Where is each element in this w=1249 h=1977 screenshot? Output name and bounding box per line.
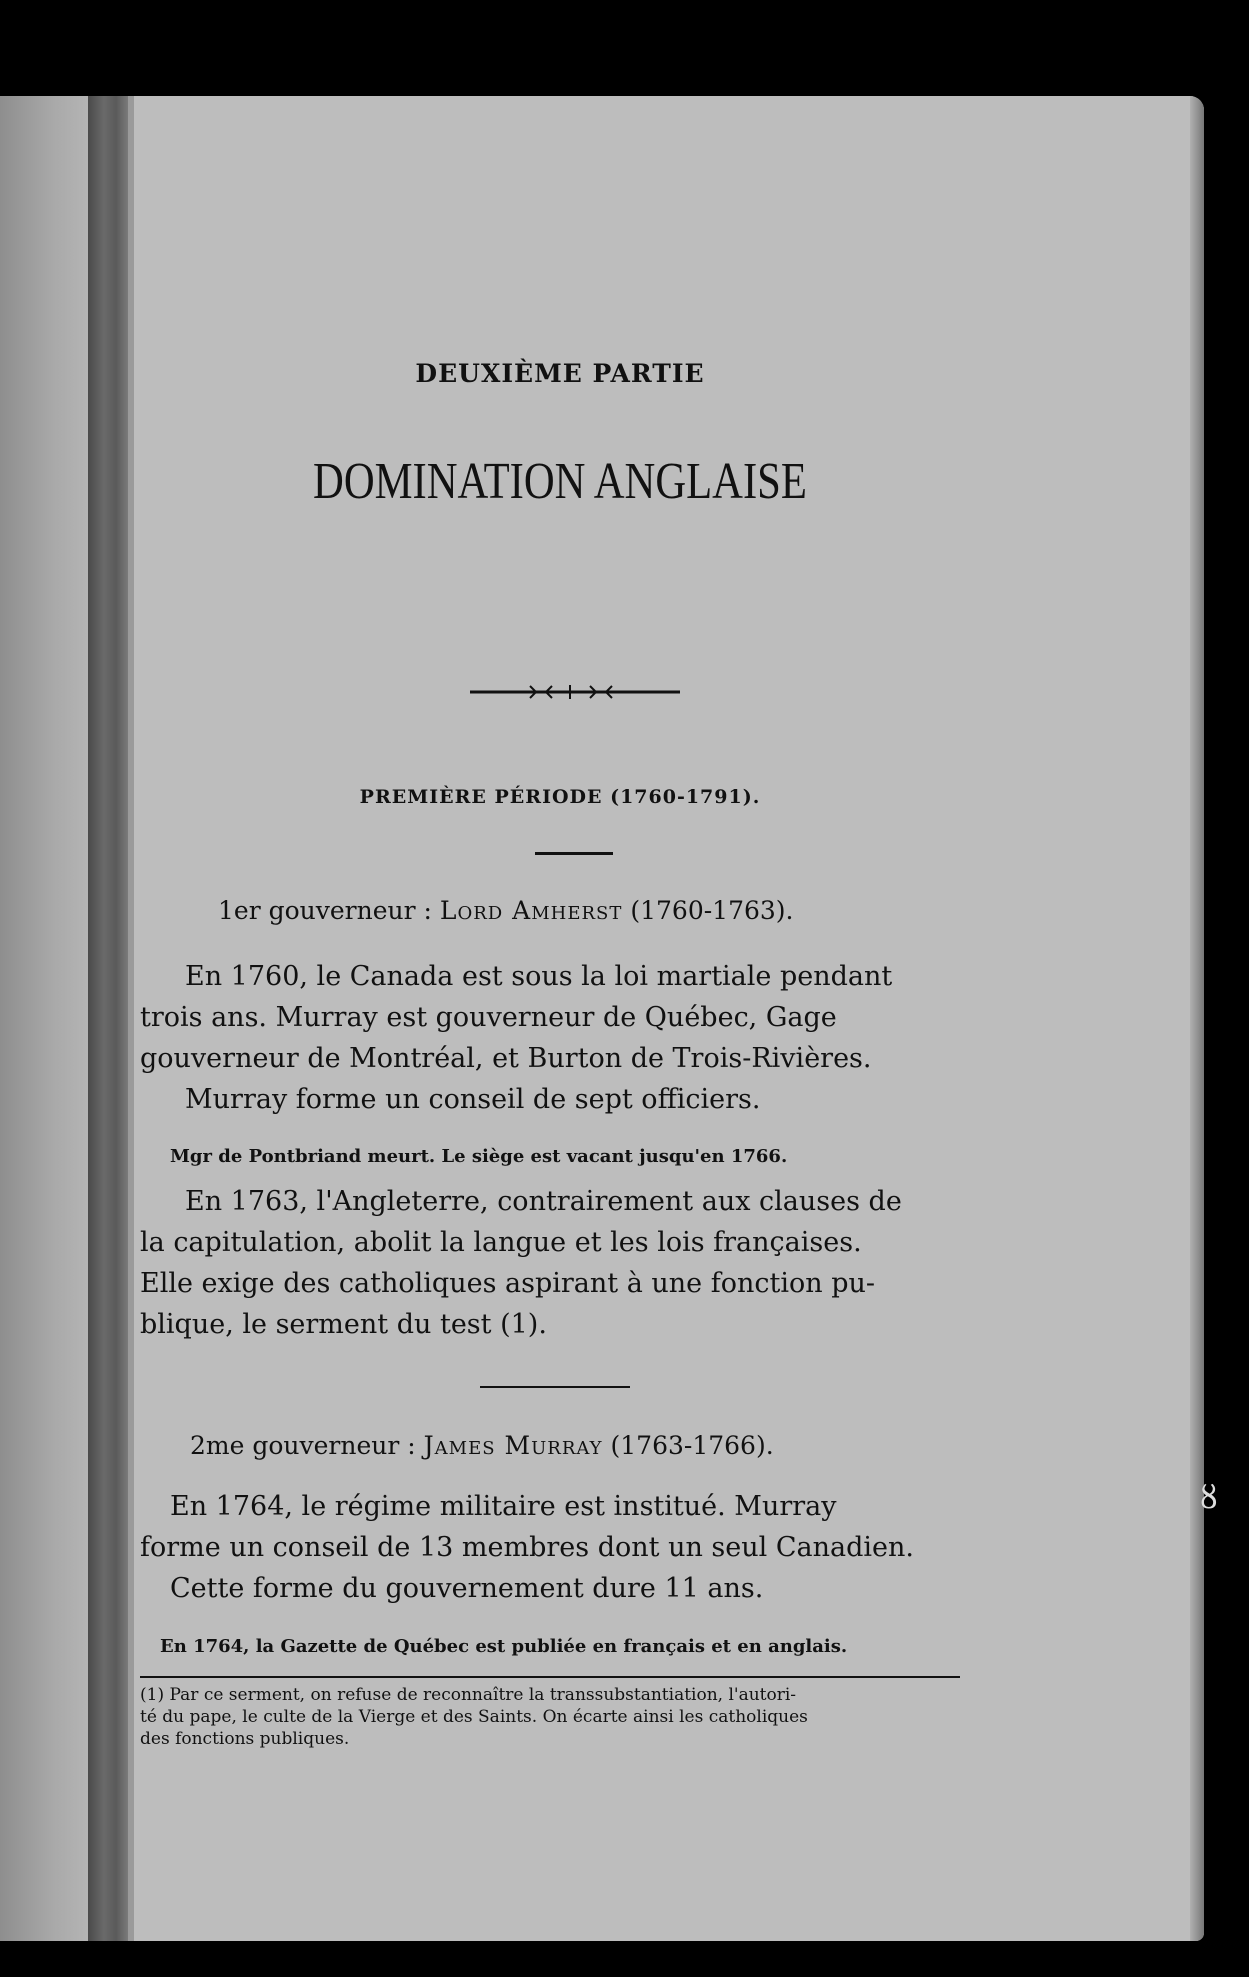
governor-2-prefix: 2me gouverneur : — [190, 1431, 424, 1460]
period-heading: PREMIÈRE PÉRIODE (1760-1791). — [359, 786, 761, 808]
governor-2-dates: (1763-1766). — [602, 1431, 774, 1460]
text-line: En 1763, l'Angleterre, contrairement aux clauses de — [185, 1186, 902, 1217]
governor-1-heading — [218, 896, 794, 925]
governor-2-name: James Murray — [423, 1431, 603, 1460]
text-line: Elle exige des catholiques aspirant à une fonction pu- — [140, 1268, 875, 1299]
footnote-line: des fonctions publiques. — [140, 1729, 350, 1749]
book-spine — [88, 96, 128, 1941]
short-rule — [535, 852, 613, 855]
part-title: DEUXIÈME PARTIE — [415, 359, 705, 388]
text-line: blique, le serment du test (1). — [140, 1309, 547, 1340]
footnote — [140, 1684, 970, 1750]
governor-1-prefix: 1er gouverneur : — [218, 896, 440, 925]
text-line: En 1760, le Canada est sous la loi martiale pendant — [185, 961, 893, 992]
facing-page-edge — [0, 96, 90, 1941]
text-line: trois ans. Murray est gouverneur de Québec, Gage — [140, 1002, 837, 1033]
paragraph-1760 — [140, 956, 980, 1120]
governor-1-name: Lord Amherst — [439, 896, 623, 925]
paragraph-1763 — [140, 1181, 980, 1345]
main-title: DOMINATION ANGLAISE — [313, 453, 807, 510]
note-pontbriand: Mgr de Pontbriand meurt. Le siège est vacant jusqu'en 1766. — [170, 1146, 788, 1167]
note-gazette: En 1764, la Gazette de Québec est publiée en français et en anglais. — [160, 1636, 848, 1657]
footnote-line: té du pape, le culte de la Vierge et des Saints. On écarte ainsi les catholiques — [140, 1707, 808, 1727]
spine-edge — [128, 96, 134, 1941]
ornament-divider — [470, 681, 680, 703]
text-line: gouverneur de Montréal, et Burton de Trois-Rivières. — [140, 1043, 872, 1074]
text-line: forme un conseil de 13 membres dont un seul Canadien. — [140, 1532, 914, 1563]
text-line: En 1764, le régime militaire est institué. Murray — [170, 1491, 837, 1522]
text-line: la capitulation, abolit la langue et les lois françaises. — [140, 1227, 862, 1258]
footnote-line: (1) Par ce serment, on refuse de reconnaître la transsubstantiation, l'autori- — [140, 1685, 797, 1705]
footnote-rule — [140, 1676, 960, 1678]
section-rule — [480, 1386, 630, 1388]
governor-2-heading — [190, 1431, 774, 1460]
margin-mark: ȣ — [1200, 1478, 1218, 1516]
page-right-edge — [1190, 96, 1204, 1941]
text-line: Murray forme un conseil de sept officiers. — [185, 1084, 761, 1115]
text-line: Cette forme du gouvernement dure 11 ans. — [170, 1573, 764, 1604]
paragraph-1764 — [140, 1486, 980, 1609]
governor-1-dates: (1760-1763). — [622, 896, 794, 925]
book-page — [0, 96, 1204, 1941]
